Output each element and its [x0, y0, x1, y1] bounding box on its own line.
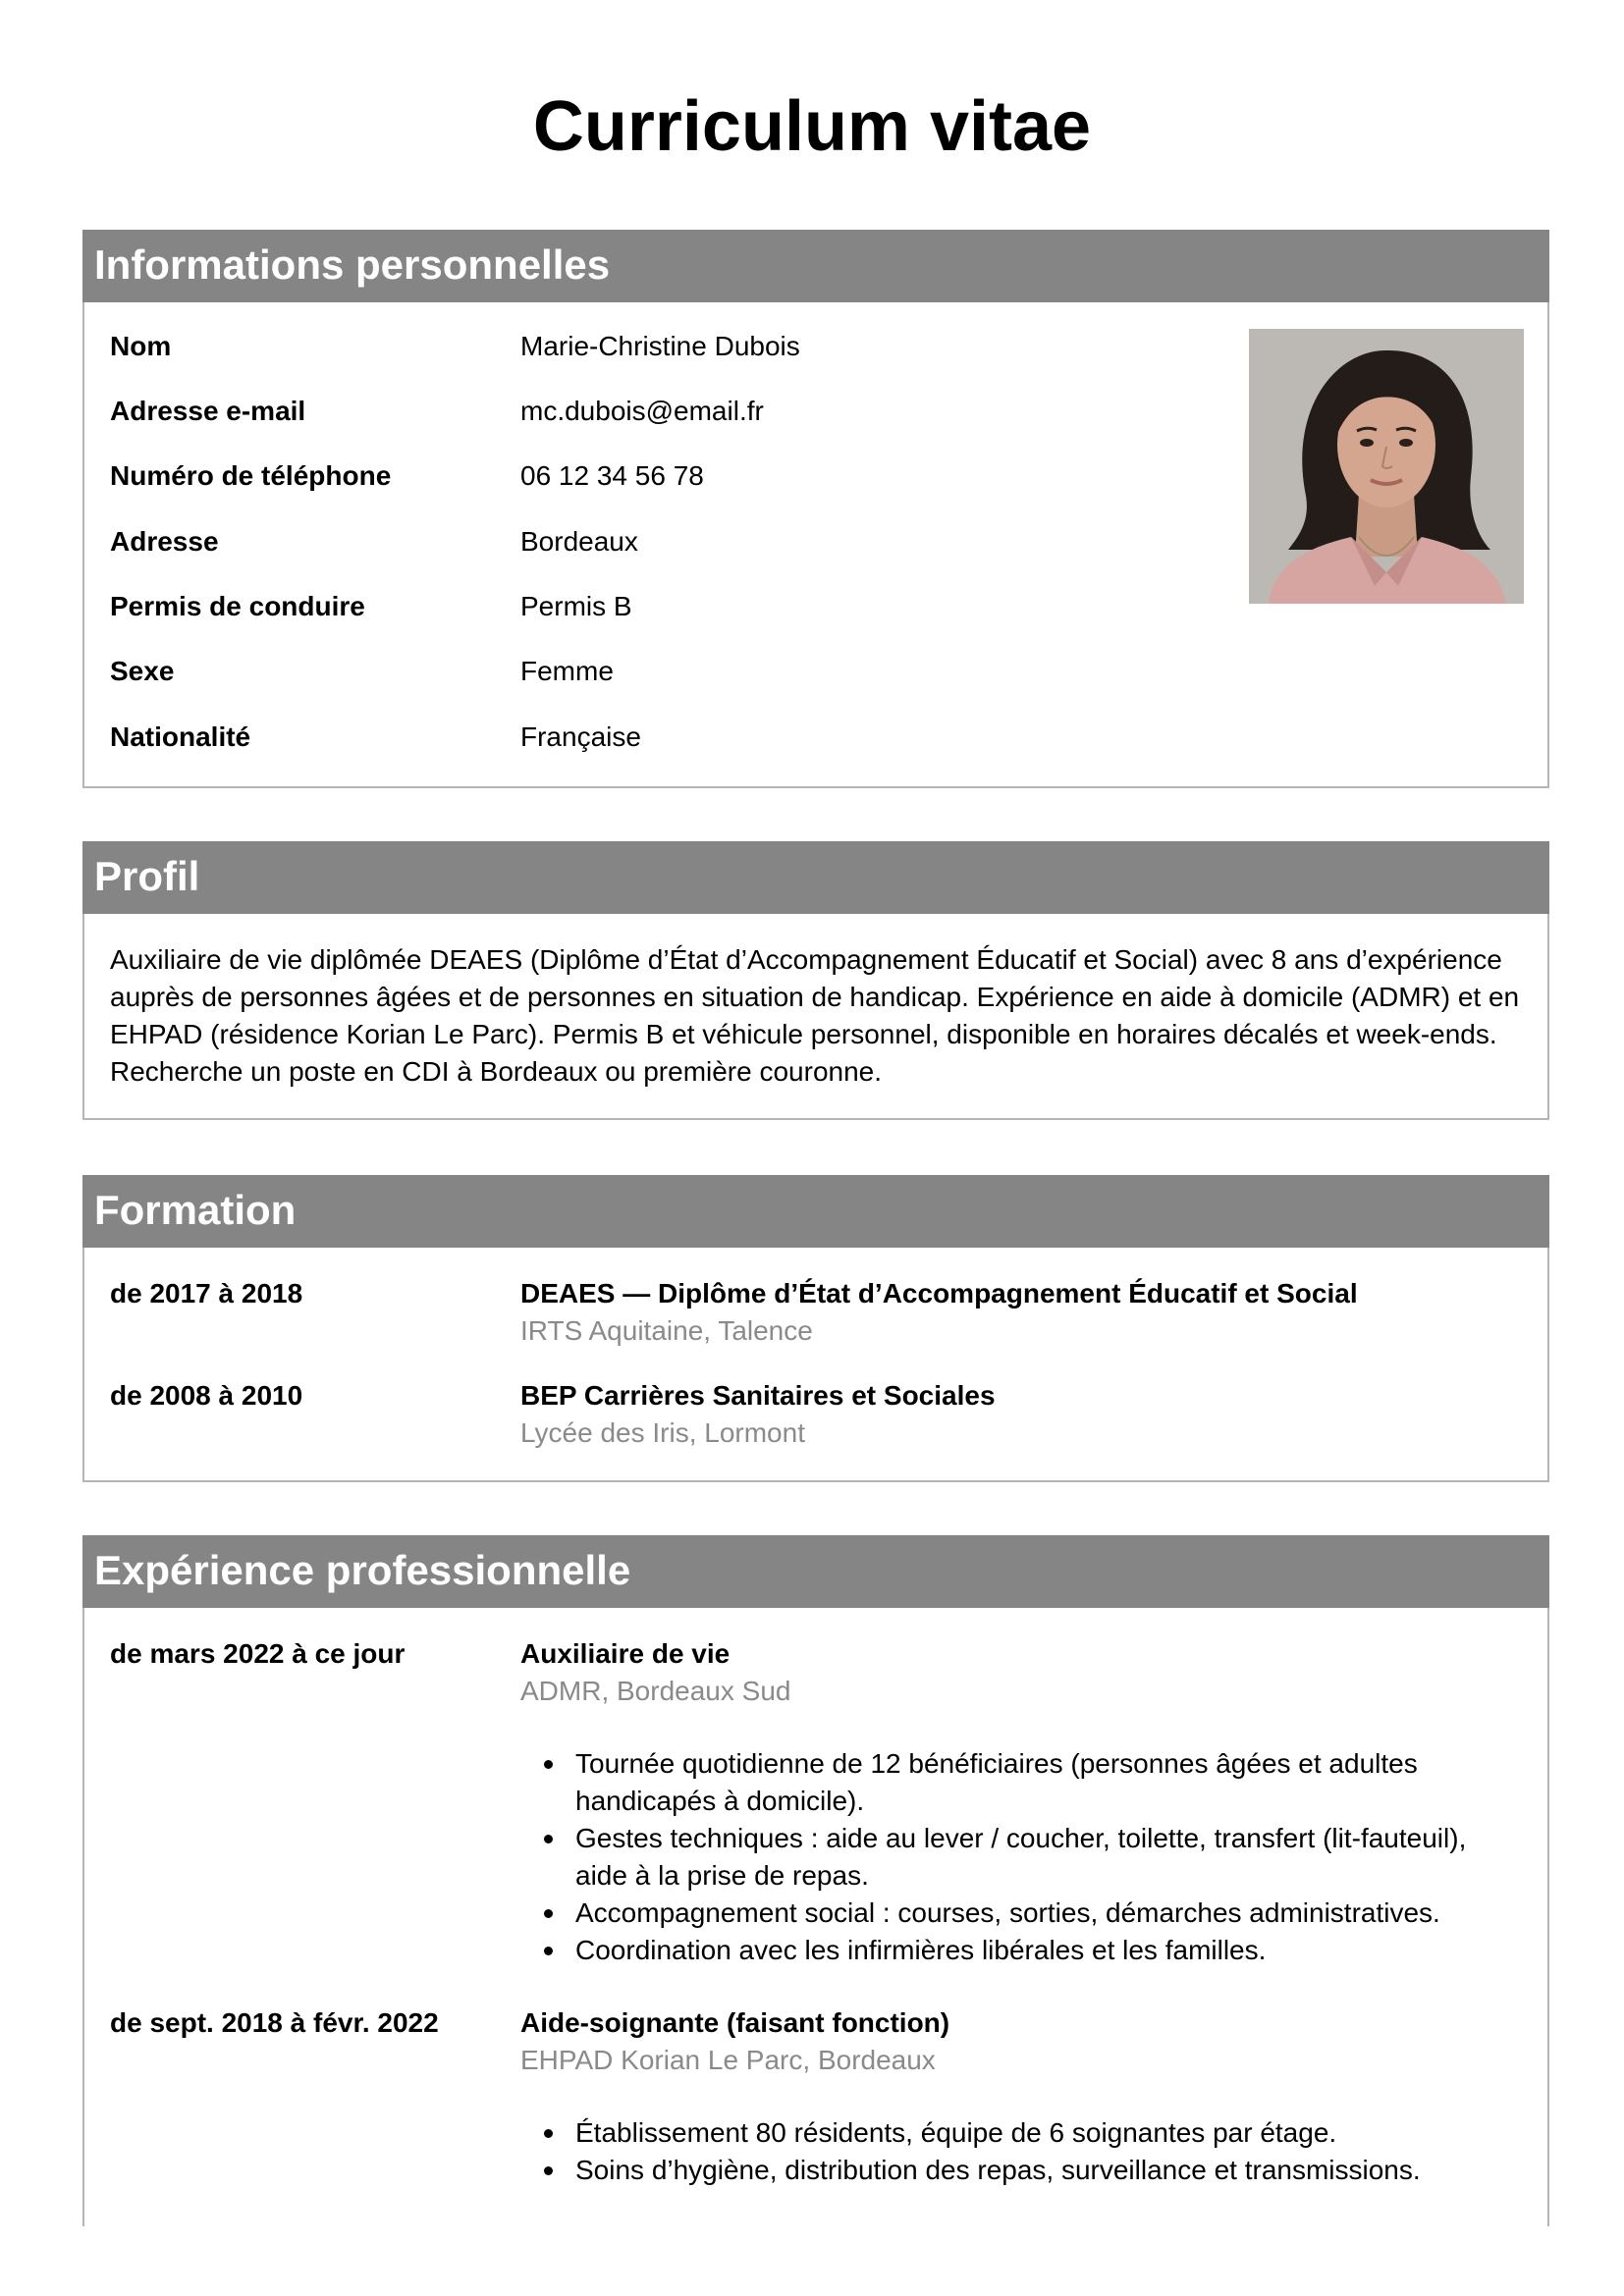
info-value: Femme [520, 656, 614, 686]
info-value: 06 12 34 56 78 [520, 460, 704, 491]
list-item: Tournée quotidienne de 12 bénéficiaires (personnes âgées et adultes handicapés à domicile). [520, 1745, 1502, 1820]
section-personal-info [82, 230, 1549, 788]
entry-title: BEP Carrières Sanitaires et Sociales [520, 1380, 996, 1411]
entry-place: IRTS Aquitaine, Talence [520, 1315, 813, 1346]
entry-date: de 2017 à 2018 [110, 1278, 303, 1308]
info-value: mc.dubois@email.fr [520, 396, 764, 426]
section-profile [82, 841, 1549, 1120]
section-heading: Expérience professionnelle [82, 1535, 1549, 1608]
info-label: Adresse e-mail [110, 396, 306, 426]
profile-summary: Auxiliaire de vie diplômée DEAES (Diplôme d’État d’Accompagnement Éducatif et Social) avec 8 ans d’expérience auprès de personnes âgées et de personnes en situation de handicap. Expérience en aide à domicile (ADMR) et en EHPAD (résidence Korian Le Parc). Permis B et véhicule personnel, disponible en horaires décalés et week-ends. Recherche un poste en CDI à Bordeaux ou première couronne. [110, 944, 1520, 1087]
section-experience [82, 1535, 1549, 2226]
info-label: Nom [110, 331, 172, 361]
profile-photo [1249, 329, 1524, 604]
portrait-image [1249, 329, 1524, 604]
info-value: Bordeaux [520, 526, 638, 557]
info-label: Numéro de téléphone [110, 460, 392, 491]
section-heading: Profil [82, 841, 1549, 914]
list-item: Accompagnement social : courses, sorties, démarches administratives. [520, 1895, 1502, 1932]
experience-bullets [520, 1745, 1502, 1969]
info-label: Permis de conduire [110, 591, 365, 621]
info-label: Adresse [110, 526, 219, 557]
info-label: Sexe [110, 656, 175, 686]
page-title: Curriculum vitae [532, 87, 1092, 166]
entry-title: Auxiliaire de vie [520, 1638, 731, 1669]
experience-bullets [520, 2114, 1502, 2189]
section-heading: Informations personnelles [82, 230, 1549, 302]
entry-place: Lycée des Iris, Lormont [520, 1417, 805, 1448]
list-item: Établissement 80 résidents, équipe de 6 soignantes par étage. [520, 2114, 1502, 2152]
info-value: Permis B [520, 591, 632, 621]
info-value: Marie-Christine Dubois [520, 331, 800, 361]
entry-date: de mars 2022 à ce jour [110, 1638, 406, 1669]
section-education [82, 1175, 1549, 1482]
info-value: Française [520, 721, 641, 752]
entry-title: Aide-soignante (faisant fonction) [520, 2007, 950, 2038]
entry-title: DEAES — Diplôme d’État d’Accompagnement Éducatif et Social [520, 1278, 1358, 1308]
list-item: Gestes techniques : aide au lever / coucher, toilette, transfert (lit-fauteuil), aide à la prise de repas. [520, 1820, 1502, 1895]
entry-place: EHPAD Korian Le Parc, Bordeaux [520, 2045, 936, 2075]
list-item: Soins d’hygiène, distribution des repas, surveillance et transmissions. [520, 2152, 1502, 2189]
entry-date: de 2008 à 2010 [110, 1380, 303, 1411]
section-heading: Formation [82, 1175, 1549, 1248]
info-label: Nationalité [110, 721, 251, 752]
entry-date: de sept. 2018 à févr. 2022 [110, 2007, 439, 2038]
entry-place: ADMR, Bordeaux Sud [520, 1676, 791, 1706]
list-item: Coordination avec les infirmières libérales et les familles. [520, 1932, 1502, 1969]
